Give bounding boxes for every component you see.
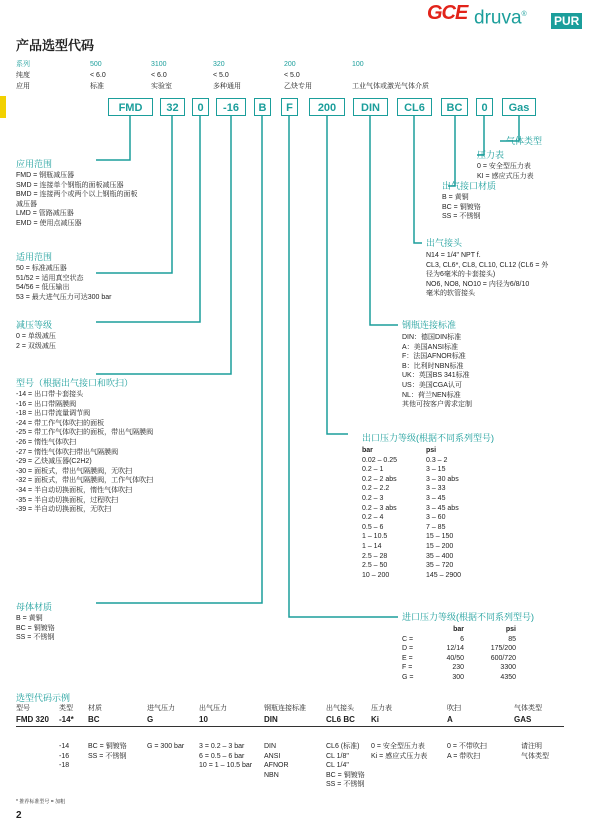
- example-divider: [16, 726, 564, 727]
- table-row: [362, 542, 461, 552]
- example-option: G = 300 bar: [147, 743, 185, 750]
- cell-psi: 15 – 150: [426, 533, 454, 541]
- cell-psi: 4350: [500, 673, 516, 681]
- purity-200: < 5.0: [284, 72, 300, 79]
- example-col-header: 类型: [59, 705, 73, 712]
- model-list: [16, 390, 153, 515]
- table-row: [402, 673, 516, 683]
- cell-bar: 1 – 14: [362, 542, 382, 550]
- list-item: 减压器: [16, 200, 37, 208]
- list-item: -29 = 乙炔减压器(C2H2): [16, 458, 92, 466]
- cell-code: C =: [402, 635, 414, 643]
- application-3100: 实验室: [151, 83, 172, 90]
- list-item: -26 = 惰性气体吹扫: [16, 438, 77, 446]
- list-item: KI = 感应式压力表: [477, 172, 534, 180]
- list-item: SMD = 连接单个钢瓶的面板减压器: [16, 181, 124, 189]
- example-col-header: 吹扫: [447, 705, 461, 712]
- section-title-model: 型号（根据出气接口和吹扫）: [16, 378, 134, 388]
- cell-bar: 1 – 10.5: [362, 533, 388, 541]
- application-320: 多种通用: [213, 83, 241, 90]
- list-item: 54/56 = 低压输出: [16, 284, 70, 292]
- outlet-pressure-table: [362, 446, 461, 580]
- list-item: SS = 不锈钢: [16, 634, 55, 642]
- application-200: 乙炔专用: [284, 83, 312, 90]
- cell-psi: 7 – 85: [426, 523, 446, 531]
- cell-psi: 145 – 2900: [426, 571, 462, 579]
- example-code: Ki: [371, 715, 379, 724]
- series-320: 320: [213, 61, 225, 68]
- outlet-material-list: [442, 193, 481, 222]
- section-title-outlet-connection: 出气接头: [426, 238, 463, 248]
- example-code: CL6 BC: [326, 715, 355, 724]
- cell-psi: 0.3 – 2: [426, 456, 448, 464]
- cell-psi: 3 – 30 abs: [426, 475, 459, 483]
- cell-code: E =: [402, 654, 413, 662]
- cell-bar: 0.2 – 2.2: [362, 485, 390, 493]
- example-col-header: 进气压力: [147, 705, 175, 712]
- section-title-example: 选型代码示例: [16, 693, 71, 703]
- list-item: 毫米的软管接头: [426, 290, 475, 298]
- list-item: BC = 铜镀铬: [442, 203, 481, 211]
- table-row: [362, 504, 461, 514]
- code-box-bc: BC: [441, 98, 468, 116]
- list-item: 径为6毫米的卡套接头): [426, 271, 496, 279]
- application-100: 工业气体或激光气体介质: [352, 83, 429, 90]
- section-title-gas-type: 气体类型: [506, 136, 543, 146]
- series-100: 100: [352, 61, 364, 68]
- list-item: B = 黄铜: [442, 194, 469, 201]
- cell-bar: 230: [452, 664, 464, 672]
- code-box-f: F: [281, 98, 298, 116]
- series-500: 500: [90, 61, 102, 68]
- code-box-cl6: CL6: [397, 98, 432, 116]
- list-item: -14 = 出口带卡套接头: [16, 391, 84, 398]
- list-item: -32 = 面板式，带出气隔膜阀，工作气体吹扫: [16, 477, 154, 485]
- cell-code: G =: [402, 673, 414, 681]
- example-option: 3 = 0.2 – 3 bar 6 = 0.5 – 6 bar 10 = 1 – 10.5 bar: [199, 743, 253, 770]
- outlet-connection-list: [426, 251, 548, 299]
- pur-badge: PUR: [551, 13, 582, 29]
- series-200: 200: [284, 61, 296, 68]
- cell-bar: 0.2 – 2 abs: [362, 475, 397, 483]
- example-code: A: [447, 715, 453, 724]
- cell-psi: 600/720: [490, 654, 516, 662]
- list-item: A：美国ANSI标准: [402, 343, 459, 351]
- example-code: GAS: [514, 715, 532, 724]
- example-header: [16, 704, 564, 728]
- cell-bar: 2.5 – 28: [362, 552, 388, 560]
- table-row: [362, 571, 461, 581]
- table-row: [362, 465, 461, 475]
- header-label-application: 应用: [16, 83, 30, 90]
- example-code: 10: [199, 715, 208, 724]
- cell-bar: 6: [460, 635, 464, 643]
- footnote: * 推荐标准型号 = 加粗: [16, 799, 66, 805]
- cell-code: D =: [402, 645, 414, 653]
- example-options: [16, 742, 564, 802]
- cell-bar: 0.2 – 3 abs: [362, 504, 397, 512]
- list-item: NO6, NO8, NO10 = 内径为6/8/10: [426, 280, 530, 288]
- list-item: -27 = 惰性气体吹扫带出气隔膜阀: [16, 448, 119, 456]
- list-item: 0 = 单级减压: [16, 333, 56, 340]
- cell-psi: 35 – 720: [426, 562, 454, 570]
- section-title-stage: 减压等级: [16, 320, 53, 330]
- cell-code: F =: [402, 664, 413, 672]
- list-item: F：法国AFNOR标准: [402, 353, 466, 361]
- example-col-header: 气体类型: [514, 705, 542, 712]
- cell-bar: 10 – 200: [362, 571, 390, 579]
- table-header-row: [402, 625, 516, 635]
- cylinder-connection-list: [402, 333, 472, 410]
- druva-logo-text: druva®: [474, 7, 527, 29]
- section-title-inlet-pressure: 进口压力等级(根据不同系列型号): [402, 612, 534, 622]
- column-header-psi: psi: [505, 626, 516, 633]
- list-item: -24 = 带工作气体吹扫的面板: [16, 419, 105, 427]
- cell-bar: 0.02 – 0.25: [362, 456, 398, 464]
- section-title-application-range: 应用范围: [16, 159, 53, 169]
- application-500: 标准: [90, 83, 104, 90]
- cell-bar: 0.2 – 4: [362, 514, 384, 522]
- cell-psi: 85: [508, 635, 516, 643]
- list-item: -25 = 带工作气体吹扫的面板，带出气隔膜阀: [16, 429, 154, 437]
- example-col-header: 压力表: [371, 705, 392, 712]
- example-col-header: 型号: [16, 705, 30, 712]
- list-item: UK：英国BS 341标准: [402, 372, 470, 380]
- cell-bar: 2.5 – 50: [362, 562, 388, 570]
- example-col-header: 出气压力: [199, 705, 227, 712]
- section-title-gauge: 压力表: [477, 150, 505, 160]
- code-box-16: -16: [216, 98, 246, 116]
- code-box-din: DIN: [353, 98, 388, 116]
- list-item: SS = 不锈钢: [442, 213, 481, 221]
- table-row: [362, 532, 461, 542]
- code-box-gauge-0: 0: [476, 98, 493, 116]
- purity-500: < 6.0: [90, 72, 106, 79]
- table-row: [362, 523, 461, 533]
- list-item: N14 = 1/4" NPT f.: [426, 252, 481, 259]
- purity-3100: < 6.0: [151, 72, 167, 79]
- section-title-body-material: 母体材质: [16, 602, 53, 612]
- gauge-list: [477, 162, 534, 181]
- header-label-series: 系列: [16, 61, 30, 68]
- stage-list: [16, 332, 56, 351]
- cell-psi: 3300: [500, 664, 516, 672]
- list-item: BMD = 连接两个或两个以上钢瓶的面板: [16, 191, 138, 199]
- list-item: B = 黄铜: [16, 615, 43, 622]
- list-item: US：美国CGA认可: [402, 381, 462, 389]
- section-title-cylinder-connection: 钢瓶连接标准: [402, 320, 457, 330]
- page-title: 产品选型代码: [16, 38, 95, 53]
- example-option: BC = 铜镀铬 SS = 不锈钢: [88, 743, 127, 760]
- cell-psi: 3 – 60: [426, 514, 446, 522]
- example-option: -14 -16 -18: [59, 743, 70, 770]
- cell-psi: 15 – 200: [426, 542, 454, 550]
- code-box-gas: Gas: [502, 98, 536, 116]
- list-item: 2 = 双级减压: [16, 342, 56, 350]
- section-title-outlet-material: 出气接口材质: [442, 181, 497, 191]
- purity-320: < 5.0: [213, 72, 229, 79]
- cell-bar: 0.2 – 3: [362, 494, 384, 502]
- list-item: 53 = 最大进气压力可达300 bar: [16, 293, 112, 301]
- column-header-bar: bar: [453, 626, 464, 633]
- cell-bar: 0.5 – 6: [362, 523, 384, 531]
- example-code: BC: [88, 715, 100, 724]
- list-item: 51/52 = 适用真空状态: [16, 274, 84, 282]
- cell-psi: 3 – 45: [426, 494, 446, 502]
- page-number: 2: [16, 810, 22, 821]
- column-header-bar: bar: [362, 447, 373, 454]
- column-header-psi: psi: [426, 447, 437, 454]
- table-header-row: [362, 446, 461, 456]
- list-item: -16 = 出口带隔膜阀: [16, 400, 77, 408]
- cell-bar: 0.2 – 1: [362, 466, 384, 474]
- example-col-header: 材质: [88, 705, 102, 712]
- code-box-200: 200: [309, 98, 345, 116]
- cell-psi: 3 – 33: [426, 485, 446, 493]
- cell-bar: 12/14: [446, 645, 464, 653]
- table-row: [362, 552, 461, 562]
- table-row: [362, 475, 461, 485]
- code-box-fmd: FMD: [108, 98, 153, 116]
- example-code: DIN: [264, 715, 278, 724]
- list-item: -39 = 半自动切换面板，无吹扫: [16, 506, 112, 514]
- cell-psi: 35 – 400: [426, 552, 454, 560]
- example-col-header: 钢瓶连接标准: [264, 705, 306, 712]
- example-code: FMD 320: [16, 715, 49, 724]
- list-item: LMD = 管路减压器: [16, 210, 74, 218]
- example-code: -14*: [59, 715, 74, 724]
- list-item: NL：荷兰NEN标准: [402, 391, 461, 399]
- table-row: [362, 494, 461, 504]
- cell-psi: 175/200: [490, 645, 516, 653]
- example-option: 0 = 安全型压力表 Ki = 感应式压力表: [371, 743, 428, 760]
- series-3100: 3100: [151, 61, 167, 68]
- example-option: DIN ANSI AFNOR NBN: [264, 743, 289, 779]
- section-title-scope: 适用范围: [16, 252, 53, 262]
- inlet-pressure-table: [402, 625, 516, 683]
- table-row: [362, 561, 461, 571]
- list-item: BC = 铜镀铬: [16, 624, 55, 632]
- list-item: 0 = 安全型压力表: [477, 163, 531, 170]
- gce-logo-text: GCE: [427, 2, 468, 24]
- section-title-outlet-pressure: 出口压力等级(根据不同系列型号): [362, 433, 494, 443]
- list-item: CL3, CL6*, CL8, CL10, CL12 (CL6 = 外: [426, 261, 549, 269]
- code-box-0: 0: [192, 98, 209, 116]
- code-box-32: 32: [160, 98, 185, 116]
- application-range-list: [16, 171, 138, 229]
- table-row: [362, 456, 461, 466]
- list-item: DIN：德国DIN标准: [402, 334, 462, 341]
- list-item: 50 = 标准减压器: [16, 265, 67, 272]
- example-option: CL6 (标准) CL 1/8" CL 1/4" BC = 铜镀铬 SS = 不锈钢: [326, 743, 365, 789]
- list-item: EMD = 使用点减压器: [16, 219, 82, 227]
- example-option: 0 = 不带吹扫 A = 带吹扫: [447, 743, 487, 760]
- list-item: B：比利时NBN标准: [402, 362, 464, 370]
- example-code: G: [147, 715, 154, 724]
- table-row: [402, 644, 516, 654]
- table-row: [362, 484, 461, 494]
- cell-bar: 40/50: [446, 654, 464, 662]
- list-item: -30 = 面板式，带出气隔膜阀，无吹扫: [16, 467, 133, 475]
- table-row: [402, 654, 516, 664]
- cell-psi: 3 – 15: [426, 466, 446, 474]
- cell-psi: 3 – 45 abs: [426, 504, 459, 512]
- list-item: -35 = 半自动切换面板，过程吹扫: [16, 496, 119, 504]
- cell-bar: 300: [452, 673, 464, 681]
- list-item: -18 = 出口带流量调节阀: [16, 410, 91, 418]
- example-option: 请注明 气体类型: [521, 743, 549, 760]
- example-col-header: 出气接头: [326, 705, 354, 712]
- header-label-purity: 纯度: [16, 72, 30, 79]
- list-item: 其他可按客户需求定制: [402, 401, 472, 409]
- table-row: [402, 663, 516, 673]
- list-item: FMD = 钢瓶减压器: [16, 172, 75, 179]
- scope-list: [16, 264, 112, 302]
- body-material-list: [16, 614, 55, 643]
- list-item: -34 = 半自动切换面板，惰性气体吹扫: [16, 486, 133, 494]
- code-box-b: B: [254, 98, 271, 116]
- table-row: [362, 513, 461, 523]
- table-row: [402, 635, 516, 645]
